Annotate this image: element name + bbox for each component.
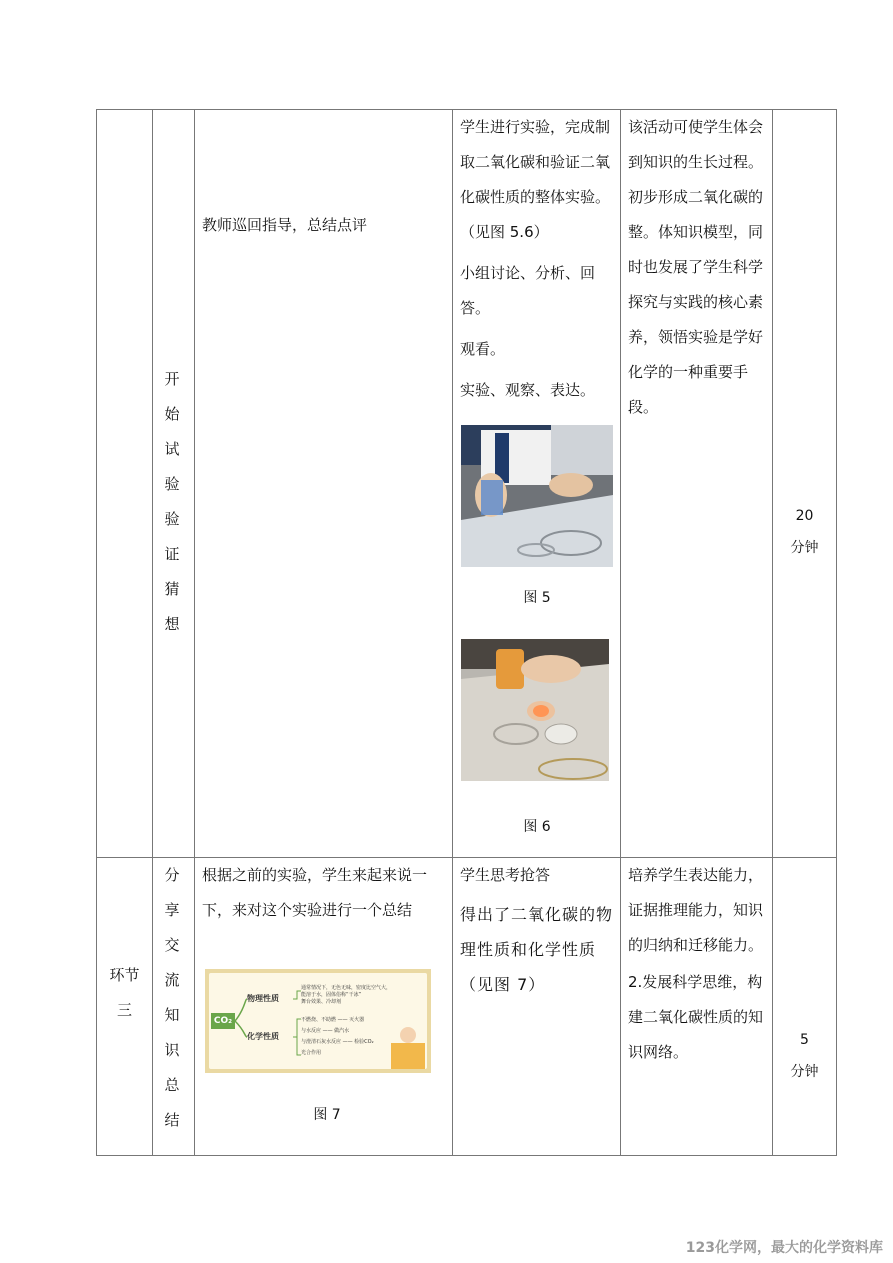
- row1-activity: [162, 362, 184, 642]
- row2-teacher: 根据之前的实验，学生来起来说一下，来对这个实验进行一个总结: [202, 866, 428, 919]
- activity-char: 总: [164, 1076, 180, 1094]
- activity-char: 流: [164, 971, 180, 989]
- figure7-center: CO₂: [211, 1013, 235, 1029]
- figure7-line: 与澄清石灰水反应 —— 检验CO₂: [301, 1039, 374, 1045]
- figure5-photo: [461, 425, 613, 567]
- figure7-line: 光合作用: [301, 1050, 322, 1056]
- activity-char: 证: [164, 545, 180, 563]
- activity-char: 试: [164, 440, 180, 458]
- row1-intent: 该活动可使学生体会到知识的生长过程。初步形成二氧化碳的整。体知识模型，同时也发展了学生科学探究与实践的核心素养，领悟实验是学好化学的一种重要手段。: [628, 118, 764, 416]
- student-text: 得出了二氧化碳的物理性质和化学性质（见图 7）: [460, 905, 614, 994]
- figure7-diagram: [205, 969, 431, 1073]
- figure7-branch-chemical: 化学性质: [247, 1032, 279, 1041]
- row1-student: [460, 110, 616, 408]
- figure7-line: 能溶于水，固体俗称“干冰”: [301, 992, 362, 998]
- activity-char: 想: [164, 615, 180, 633]
- figure7-branch-physical: 物理性质: [247, 994, 279, 1003]
- activity-char: 始: [164, 405, 180, 423]
- row2-time: [773, 1024, 836, 1088]
- row2-intent: [628, 858, 768, 1070]
- student-text: 实验、观察、表达。: [460, 381, 596, 399]
- intent-text: 培养学生表达能力，证据推理能力，知识的归纳和迁移能力。: [628, 866, 764, 954]
- figure7-line: 舞台效果、冷却剂: [301, 999, 342, 1005]
- stage-label: 三: [116, 1001, 132, 1019]
- figure7-chemical-lines: [301, 1015, 401, 1059]
- figure7-line: 与水反应 —— 做汽水: [301, 1028, 350, 1034]
- student-text: 学生思考抢答: [460, 866, 551, 884]
- figure7-line: 通常情况下，无色无味，密度比空气大，: [301, 985, 392, 991]
- row1-teacher: 教师巡回指导，总结点评: [202, 216, 368, 234]
- activity-char: 分: [164, 866, 180, 884]
- activity-char: 识: [164, 1041, 180, 1059]
- activity-char: 验: [164, 475, 180, 493]
- activity-char: 结: [164, 1111, 180, 1129]
- student-text: 观看。: [460, 340, 506, 358]
- intent-text: 2.发展科学思维，构建二氧化碳性质的知识网络。: [628, 973, 764, 1061]
- footer-watermark: 123化学网，最大的化学资料库: [685, 1240, 883, 1256]
- figure5-caption: 图 5: [523, 590, 551, 606]
- stage-label: 环节: [109, 966, 140, 984]
- activity-char: 猜: [164, 580, 180, 598]
- activity-char: 交: [164, 936, 180, 954]
- time-value: 20: [795, 508, 814, 524]
- figure7-physical-lines: [301, 985, 419, 1006]
- time-unit: 分钟: [790, 540, 819, 556]
- activity-char: 开: [164, 370, 180, 388]
- row2-stage: [97, 958, 152, 1028]
- activity-char: 知: [164, 1006, 180, 1024]
- row2-student: [460, 858, 616, 1002]
- activity-char: 验: [164, 510, 180, 528]
- row2-activity: [162, 858, 184, 1138]
- time-unit: 分钟: [790, 1064, 819, 1080]
- figure7-line: 不燃烧、不助燃 —— 灭火器: [301, 1017, 365, 1023]
- row1-time: [773, 500, 836, 564]
- student-text: 小组讨论、分析、回答。: [460, 264, 596, 317]
- figure7-caption: 图 7: [313, 1107, 341, 1123]
- activity-char: 享: [164, 901, 180, 919]
- student-text: 学生进行实验，完成制取二氧化碳和验证二氧化碳性质的整体实验。（见图 5.6）: [460, 118, 611, 241]
- figure6-caption: 图 6: [523, 819, 551, 835]
- figure6-photo: [461, 639, 609, 781]
- time-value: 5: [800, 1032, 809, 1048]
